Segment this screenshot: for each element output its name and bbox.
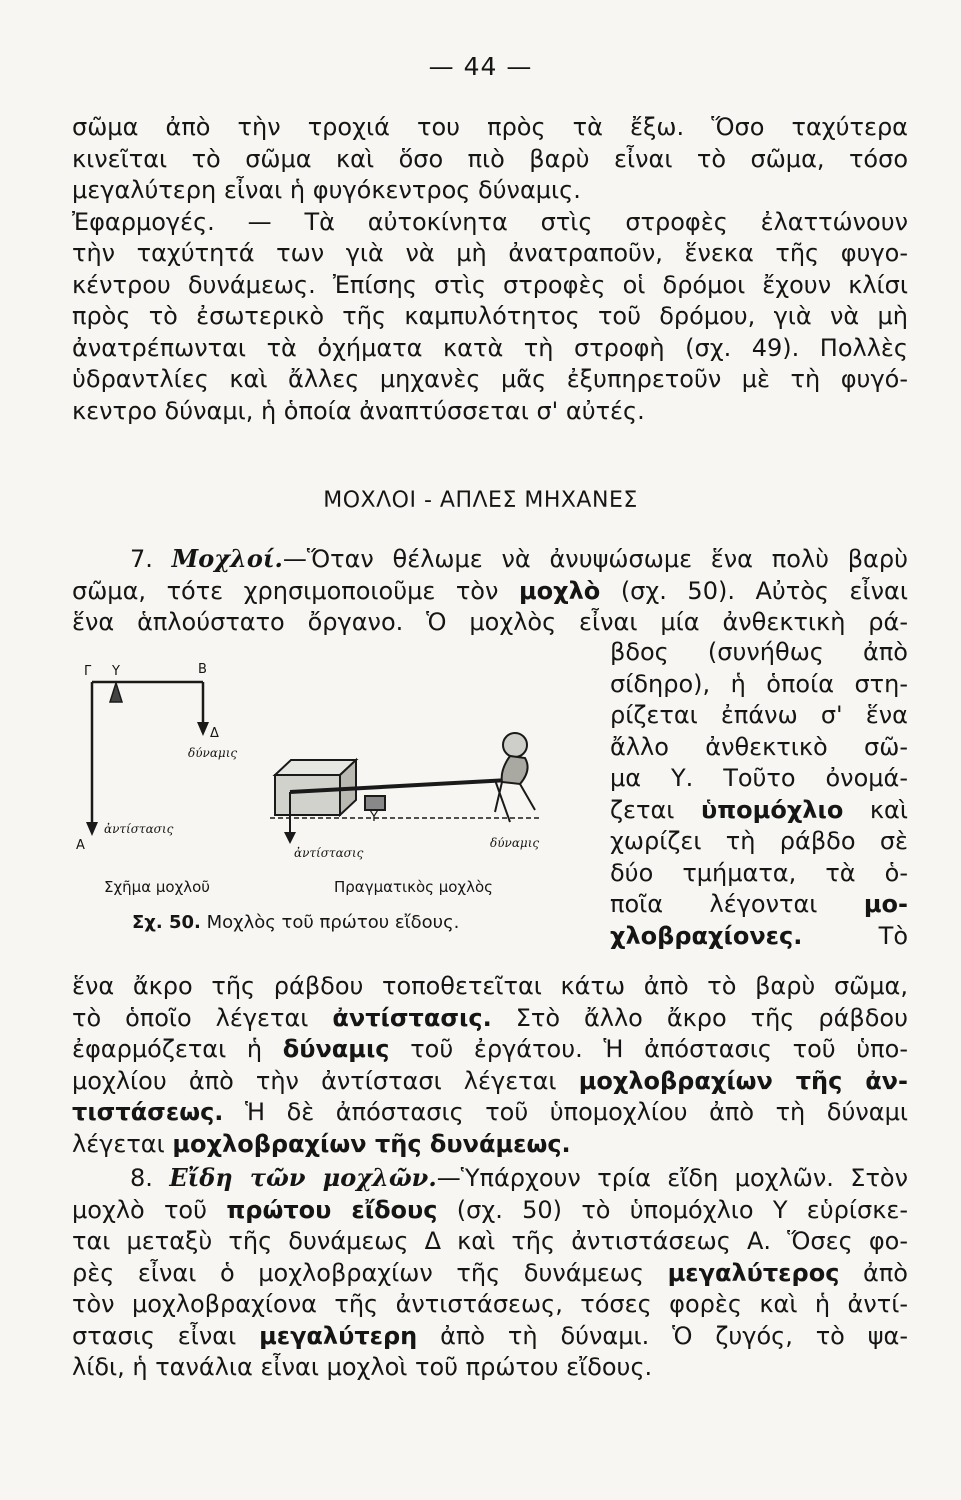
term-greater: μεγαλύτερος [667, 1258, 840, 1287]
term-resistance-arm: τιστάσεως. [72, 1098, 224, 1126]
lever-schematic [92, 682, 203, 830]
text-line: μεγαλύτερη εἶναι ἡ φυγόκεντρος δύναμις. [72, 176, 581, 204]
resistance-arrowhead [86, 822, 98, 836]
lever-illustration [70, 650, 600, 910]
text-fragment: ζεται [610, 795, 675, 824]
text-fragment: μοχλίου ἀπὸ τὴν ἀντίστασι λέγεται [72, 1066, 557, 1095]
fulcrum-triangle [110, 683, 122, 702]
caption-number: Σχ. 50. [132, 912, 201, 933]
text-fragment: Στὸ ἄλλο ἄκρο τῆς ράβδου [515, 1003, 908, 1032]
text-line: λίδι, ἡ τανάλια εἶναι μοχλοὶ τοῦ πρώτου εἴδους. [72, 1353, 653, 1381]
text-line: ἕνα ἄκρο τῆς ράβδου τοποθετεῖται κάτω ἀπὸ τὸ βαρὺ σῶμα, [72, 972, 908, 1000]
text-fragment: (σχ. 50). Αὐτὸς εἶναι [620, 576, 908, 605]
label-beta: Β [198, 662, 207, 677]
section-number: 7. [130, 545, 153, 573]
caption-text: Μοχλὸς τοῦ πρώτου εἴδους. [206, 912, 460, 933]
label-force-real: δύναμις [490, 836, 540, 850]
label-upsilon-real: Υ [370, 810, 378, 825]
text-fragment: καὶ [869, 795, 908, 824]
text-line [72, 1003, 908, 1035]
force-arrowhead [197, 722, 209, 736]
section-lead: —Ὅταν θέλωμε νὰ ἀνυψώσωμε ἕνα πολὺ βαρὺ [282, 545, 908, 573]
label-schematic: Σχῆμα μοχλοῦ [104, 878, 210, 896]
label-real-lever: Πραγματικὸς μοχλὸς [334, 878, 493, 896]
label-alpha: Α [76, 838, 85, 853]
label-gamma: Γ [84, 664, 92, 679]
section-7-intro [72, 543, 908, 639]
section-title: Μοχλοί. [171, 544, 283, 573]
resistance-arrowhead-right [284, 832, 296, 844]
text-fragment: Τὸ [878, 921, 908, 950]
text-line: ρίζεται ἐπάνω σ' ἕνα [610, 701, 908, 729]
text-line: ται μεταξὺ τῆς δυνάμεως Δ καὶ τῆς ἀντιστάσεως Α. Ὅσες φο- [72, 1227, 908, 1255]
worker-head [503, 733, 527, 757]
text-fragment: μοχλὸ τοῦ [72, 1195, 208, 1224]
text-line: ἄλλο ἀνθεκτικὸ σῶ- [610, 732, 908, 761]
text-line [72, 1195, 908, 1227]
text-fragment: (σχ. 50) τὸ ὑπομόχλιο Υ εὑρίσκε- [456, 1195, 909, 1224]
text-fragment: λέγεται [72, 1129, 165, 1158]
text-fragment: ἀπὸ τὴ δύναμι. Ὁ ζυγός, τὸ ψα- [440, 1321, 909, 1350]
text-line: ὑδραντλίες καὶ ἄλλες μηχανὲς μᾶς ἐξυπηρετοῦν μὲ τὴ φυγό- [72, 365, 908, 393]
text-line: χωρίζει τὴ ράβδο σὲ [610, 827, 908, 855]
text-line [72, 1258, 908, 1290]
term-greater: μεγαλύτερη [259, 1321, 418, 1350]
term-lever: μοχλὸ [518, 576, 601, 605]
paragraph-lever-parts [72, 971, 908, 1160]
label-force-schematic: δύναμις [188, 746, 238, 760]
section-number: 8. [130, 1164, 153, 1192]
text-line: ἕνα ἁπλούστατο ὄργανο. Ὁ μοχλὸς εἶναι μία ἀνθεκτικὴ ρά- [72, 608, 908, 636]
side-column-text [610, 637, 908, 952]
label-resistance-real: ἀντίστασις [294, 846, 364, 860]
label-delta: Δ [210, 726, 219, 741]
paragraph-centrifugal [72, 112, 908, 427]
label-resistance-schematic: ἀντίστασις [104, 822, 174, 836]
term-resistance-arm: μοχλοβραχίων τῆς ἀν- [578, 1066, 908, 1095]
term-lever-arms: μο- [863, 890, 908, 918]
section-8-kinds [72, 1162, 908, 1384]
text-fragment: Ἡ δὲ ἀπόστασις τοῦ ὑπομοχλίου ἀπὸ τὴ δύναμι [244, 1098, 908, 1126]
page-number: — 44 — [428, 52, 533, 81]
section-lead: —Ὑπάρχουν τρία εἴδη μοχλῶν. Στὸν [436, 1164, 908, 1192]
label-upsilon-schematic: Υ [112, 664, 120, 679]
text-line [72, 1066, 908, 1098]
text-fragment: ποῖα λέγονται [610, 890, 818, 918]
text-line: σῶμα ἀπὸ τὴν τροχιά του πρὸς τὰ ἔξω. Ὅσο ταχύτερα [72, 113, 908, 141]
text-fragment: ἀπὸ [863, 1258, 908, 1287]
text-fragment: σῶμα, τότε χρησιμοποιοῦμε τὸν [72, 576, 499, 605]
text-line [72, 543, 908, 576]
text-line [610, 795, 908, 827]
text-fragment: ἐφαρμόζεται ἡ [72, 1035, 263, 1063]
heavy-block-front [275, 775, 340, 815]
text-line: πρὸς τὸ ἐσωτερικὸ τῆς καμπυλότητος τοῦ δρόμου, γιὰ νὰ μὴ [72, 302, 908, 330]
text-line: μα Υ. Τοῦτο ὀνομά- [610, 764, 908, 792]
term-force: δύναμις [282, 1035, 390, 1063]
worker-body [502, 756, 528, 784]
term-fulcrum: ὑπομόχλιο [700, 795, 844, 824]
term-first-kind: πρώτου εἴδους [226, 1195, 438, 1224]
text-fragment: στασις εἶναι [72, 1321, 237, 1350]
text-line [72, 576, 908, 608]
section-heading: ΜΟΧΛΟΙ - ΑΠΛΕΣ ΜΗΧΑΝΕΣ [323, 488, 638, 513]
realistic-lever [270, 733, 540, 836]
text-line: κέντρου δυνάμεως. Ἐπίσης στὶς στροφὲς οἱ δρόμοι ἔχουν κλίσι [72, 270, 908, 299]
term-force-arm: μοχλοβραχίων τῆς δυνάμεως. [172, 1129, 571, 1158]
text-fragment: ρὲς εἶναι ὁ μοχλοβραχίων τῆς δυνάμεως [72, 1258, 644, 1287]
term-lever-arms: χλοβραχίονες. [610, 921, 803, 950]
text-line [72, 1034, 908, 1066]
text-line: τὸν μοχλοβραχίονα τῆς ἀντιστάσεως, τόσες φορὲς καὶ ἡ ἀντί- [72, 1290, 908, 1318]
text-line [610, 889, 908, 921]
text-line: κεντρο δύναμι, ἡ ὁποία ἀναπτύσσεται σ' αὐτές. [72, 396, 645, 425]
text-line: Ἐφαρμογές. — Τὰ αὐτοκίνητα στὶς στροφὲς ἐλαττώνουν [72, 207, 908, 236]
figure-caption [132, 912, 459, 933]
text-line [72, 1162, 908, 1195]
figure-lever [70, 650, 600, 945]
text-line: σίδηρο), ἡ ὁποία στη- [610, 669, 908, 698]
text-line: τὴν ταχύτητά των γιὰ νὰ μὴ ἀνατραποῦν, ἕνεκα τῆς φυγο- [72, 239, 908, 267]
text-fragment: τοῦ ἐργάτου. Ἡ ἀπόστασις τοῦ ὑπο- [410, 1035, 908, 1063]
text-line [72, 1129, 908, 1161]
text-fragment: τὸ ὁποῖο λέγεται [72, 1003, 309, 1032]
text-line: κινεῖται τὸ σῶμα καὶ ὅσο πιὸ βαρὺ εἶναι τὸ σῶμα, τόσο [72, 144, 908, 173]
section-title: Εἴδη τῶν μοχλῶν. [169, 1163, 437, 1192]
text-line [72, 1097, 908, 1129]
fulcrum-block [365, 796, 385, 810]
text-line: βδος (συνήθως ἀπὸ [610, 638, 908, 666]
text-line: ἀνατρέπωνται τὰ ὀχήματα κατὰ τὴ στροφὴ (σχ. 49). Πολλὲς [72, 333, 908, 362]
text-line: δύο τμήματα, τὰ ὁ- [610, 858, 908, 887]
term-resistance: ἀντίστασις. [332, 1003, 492, 1032]
text-line [610, 921, 908, 953]
text-line [72, 1321, 908, 1353]
